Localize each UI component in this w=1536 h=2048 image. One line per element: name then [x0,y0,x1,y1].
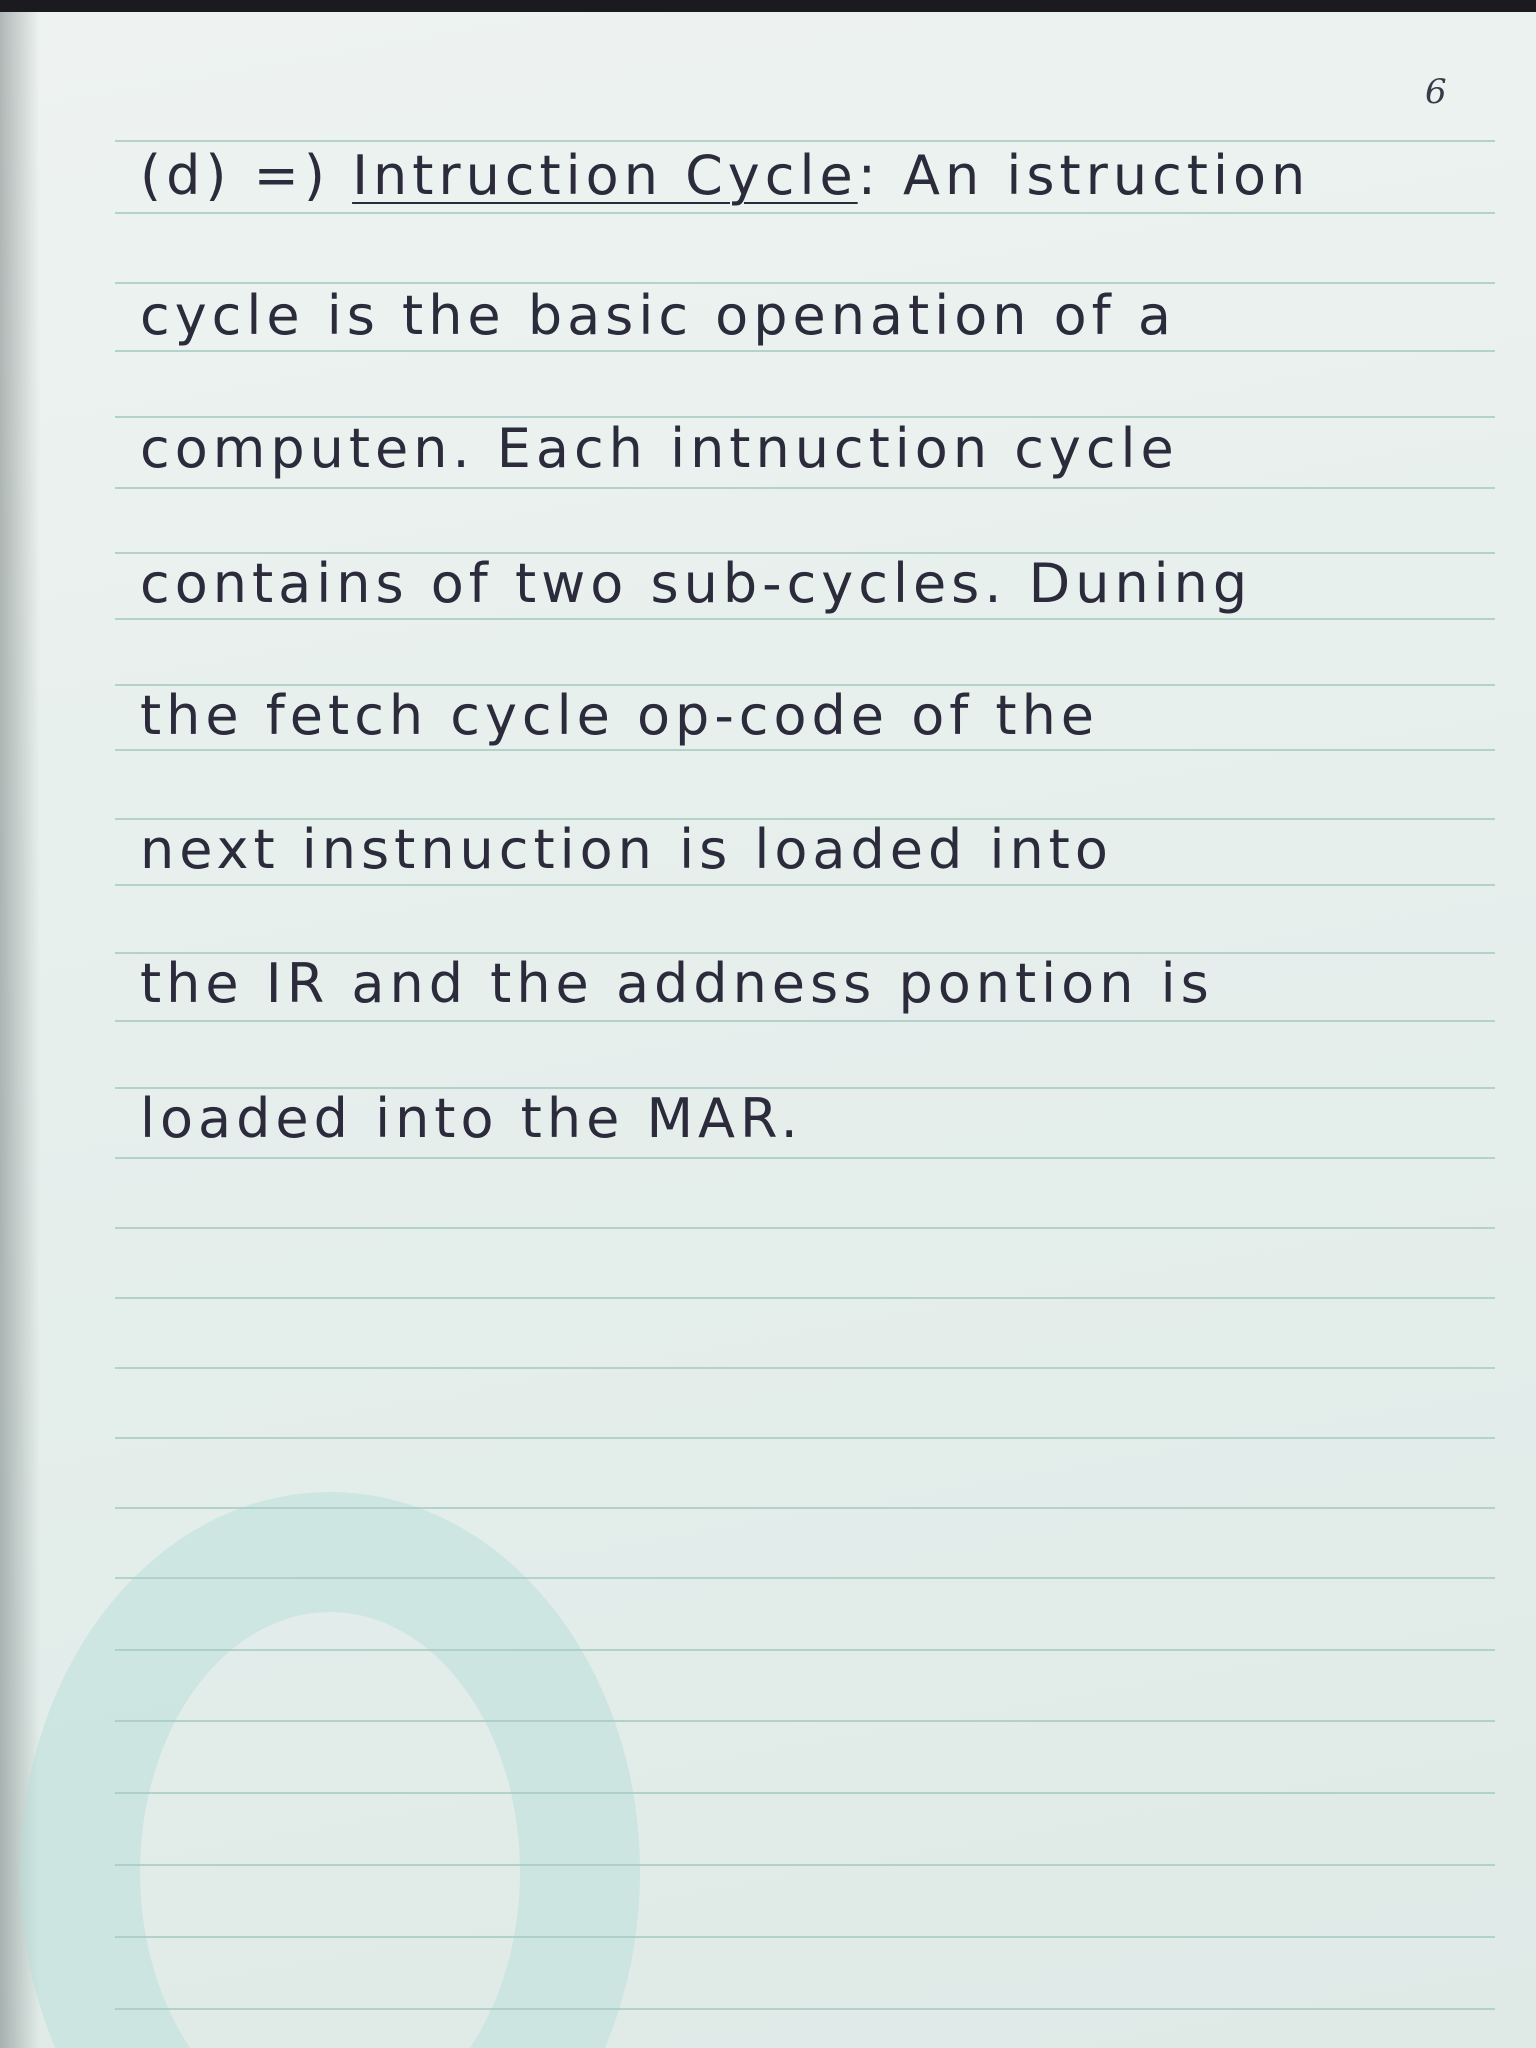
ruled-line [115,1367,1495,1369]
ruled-line [115,1864,1495,1866]
text-line-2: cycle is the basic openation of a [140,284,1176,347]
ruled-line [115,1507,1495,1509]
ruled-line [115,1020,1495,1022]
heading-label: (d) =) [140,144,330,207]
notebook-page [0,12,1536,2048]
heading-term: Intruction Cycle [352,144,858,207]
text-line-5: the fetch cycle op-code of the [140,684,1100,747]
ruled-line [115,618,1495,620]
ruled-line [115,1936,1495,1938]
text-line-6: next instnuction is loaded into [140,818,1113,881]
heading-line [140,144,1310,207]
ruled-line [115,1157,1495,1159]
ruled-line [115,350,1495,352]
ruled-line [115,1227,1495,1229]
ruled-line [115,749,1495,751]
ruled-line [115,884,1495,886]
ruled-line [115,1577,1495,1579]
ruled-line [115,1649,1495,1651]
ruled-line [115,2008,1495,2010]
text-line-8: loaded into the MAR. [140,1087,803,1150]
text-line-1: : An istruction [857,144,1311,207]
page-number: 6 [1425,72,1447,112]
text-line-3: computen. Each intnuction cycle [140,417,1179,480]
ruled-line [115,1792,1495,1794]
ruled-line [115,1437,1495,1439]
ruled-line [115,1297,1495,1299]
watermark-logo [20,1492,640,2048]
ruled-line [115,1720,1495,1722]
text-line-7: the IR and the addness pontion is [140,952,1214,1015]
text-line-4: contains of two sub-cycles. Duning [140,552,1253,615]
ruled-line [115,212,1495,214]
ruled-line [115,487,1495,489]
ruled-line [115,140,1495,142]
page-shadow [0,12,40,2048]
